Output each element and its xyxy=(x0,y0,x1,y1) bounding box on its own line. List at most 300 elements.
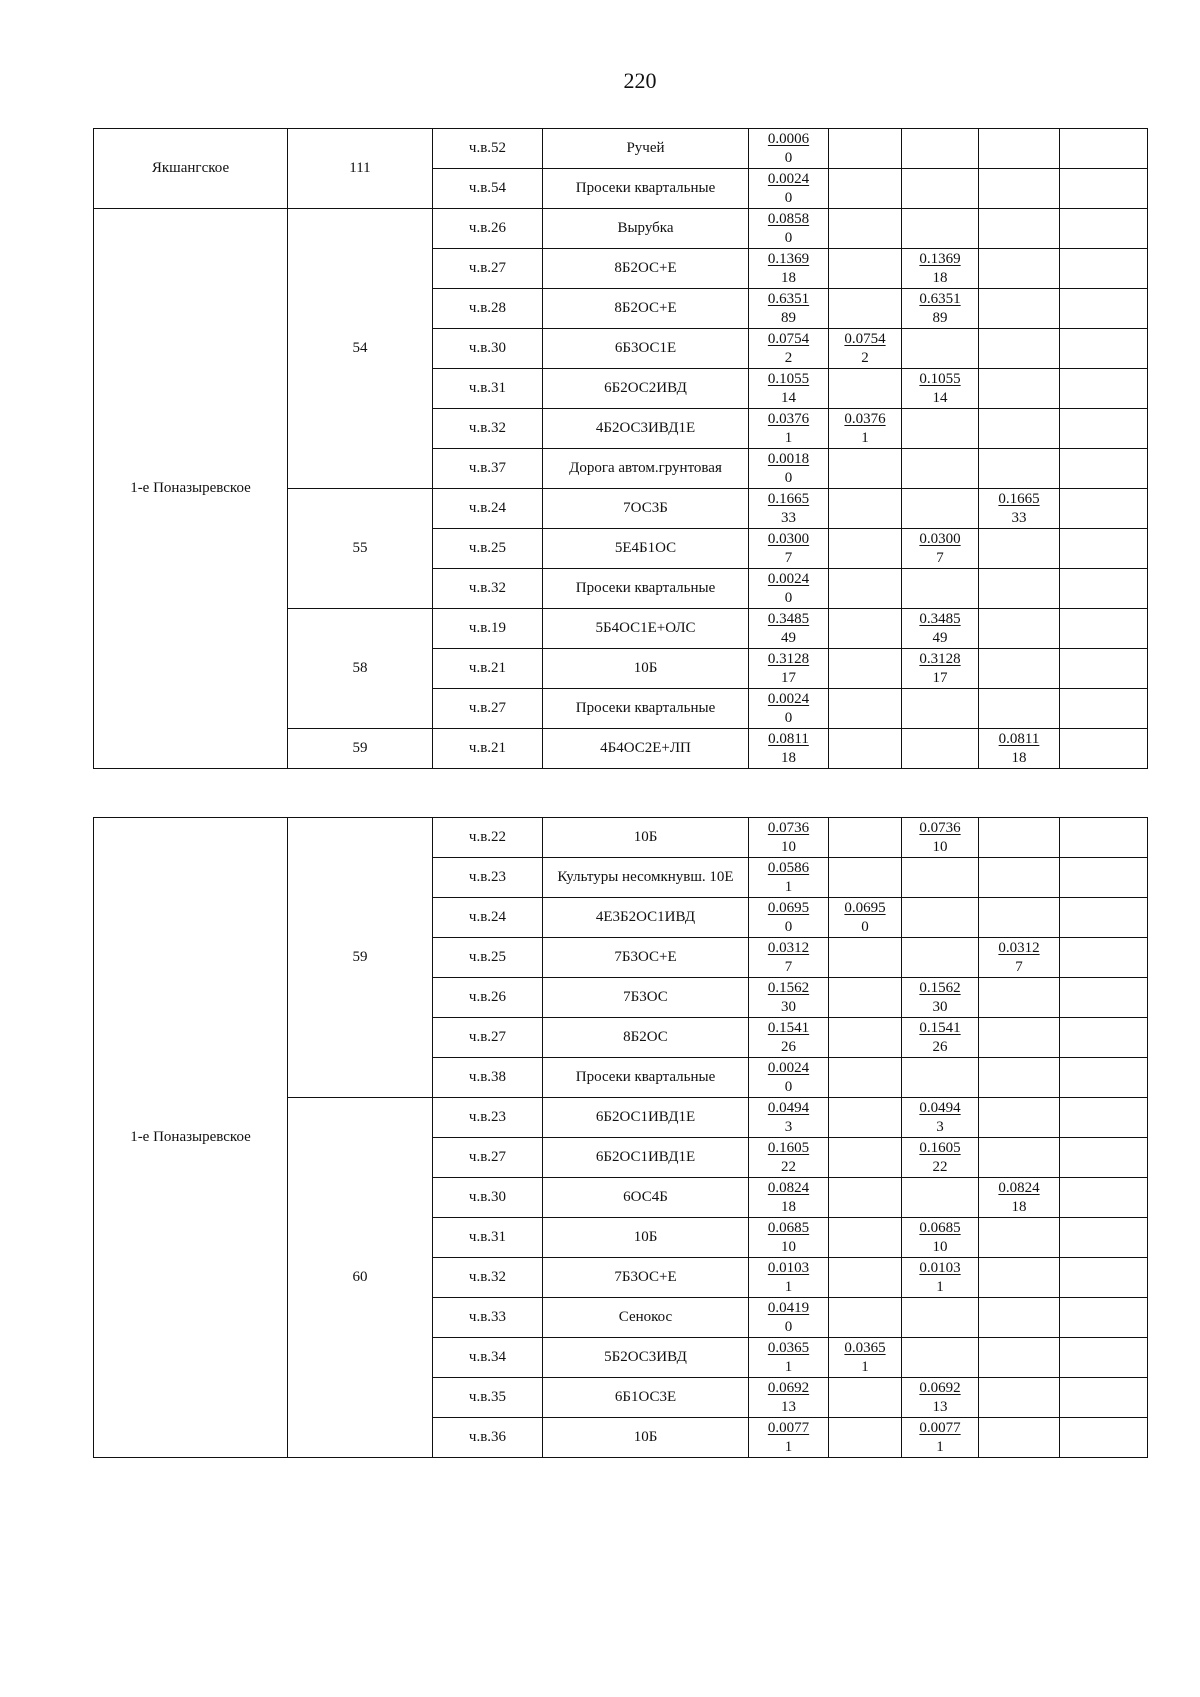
fraction-value xyxy=(768,1139,809,1177)
total-area-cell xyxy=(749,329,829,369)
total-area-cell xyxy=(749,858,829,898)
total-area-cell xyxy=(749,1178,829,1218)
empty-cell xyxy=(1060,409,1148,449)
empty-cell xyxy=(1060,1018,1148,1058)
table-row xyxy=(94,818,1148,858)
volume-value: 22 xyxy=(781,1158,796,1175)
volume-value: 26 xyxy=(932,1038,948,1055)
area-value: 0.0754 xyxy=(767,330,810,347)
category-1-cell xyxy=(829,818,902,858)
category-1-cell xyxy=(829,369,902,409)
fraction-value xyxy=(768,530,809,568)
empty-cell xyxy=(1060,369,1148,409)
volume-value: 49 xyxy=(781,629,796,646)
category-2-cell xyxy=(902,249,979,289)
description-cell: 8Б2ОС+Е xyxy=(543,249,749,289)
category-2-cell xyxy=(902,1018,979,1058)
total-area-cell xyxy=(749,1218,829,1258)
fraction-value xyxy=(768,899,809,937)
area-value: 0.0312 xyxy=(767,939,810,956)
fraction-value xyxy=(768,570,809,608)
area-value: 0.0077 xyxy=(767,1419,810,1436)
volume-value: 18 xyxy=(1011,749,1027,766)
quarter-cell: 60 xyxy=(288,1098,433,1458)
category-3-cell xyxy=(979,249,1060,289)
fraction-value xyxy=(768,1419,809,1457)
fraction-value xyxy=(768,250,809,288)
fraction-value xyxy=(768,819,809,857)
area-value: 0.0858 xyxy=(767,210,810,227)
volume-value: 14 xyxy=(932,389,948,406)
category-2-cell xyxy=(902,489,979,529)
description-cell: 6Б1ОС3Е xyxy=(543,1378,749,1418)
forest-table-2 xyxy=(93,817,1148,1458)
category-3-cell xyxy=(979,449,1060,489)
total-area-cell xyxy=(749,569,829,609)
description-cell: 5Е4Б1ОС xyxy=(543,529,749,569)
description-cell: Просеки квартальные xyxy=(543,169,749,209)
category-3-cell xyxy=(979,649,1060,689)
empty-cell xyxy=(1060,818,1148,858)
volume-value: 1 xyxy=(936,1278,944,1295)
category-3-cell xyxy=(979,1218,1060,1258)
category-1-cell xyxy=(829,1378,902,1418)
category-2-cell xyxy=(902,1418,979,1458)
category-2-cell xyxy=(902,529,979,569)
description-cell: 4Б4ОС2Е+ЛП xyxy=(543,729,749,769)
volume-value: 10 xyxy=(932,1238,948,1255)
plot-cell: ч.в.23 xyxy=(433,858,543,898)
table-body-1 xyxy=(94,129,1148,769)
area-value: 0.0312 xyxy=(998,939,1040,956)
area-value: 0.1562 xyxy=(919,979,961,996)
fraction-value xyxy=(768,979,809,1017)
area-value: 0.0024 xyxy=(767,690,810,707)
category-1-cell xyxy=(829,449,902,489)
area-value: 0.0300 xyxy=(767,530,810,547)
empty-cell xyxy=(1060,1298,1148,1338)
plot-cell: ч.в.38 xyxy=(433,1058,543,1098)
quarter-cell: 59 xyxy=(288,729,433,769)
fraction-value xyxy=(919,1419,960,1457)
empty-cell xyxy=(1060,1338,1148,1378)
total-area-cell xyxy=(749,1338,829,1378)
total-area-cell xyxy=(749,938,829,978)
total-area-cell xyxy=(749,898,829,938)
total-area-cell xyxy=(749,129,829,169)
fraction-value xyxy=(919,650,960,688)
volume-value: 26 xyxy=(781,1038,796,1055)
table-row xyxy=(94,129,1148,169)
volume-value: 89 xyxy=(932,309,948,326)
empty-cell xyxy=(1060,689,1148,729)
volume-value: 17 xyxy=(781,669,796,686)
category-1-cell xyxy=(829,1298,902,1338)
category-3-cell xyxy=(979,169,1060,209)
empty-cell xyxy=(1060,609,1148,649)
category-2-cell xyxy=(902,449,979,489)
total-area-cell xyxy=(749,729,829,769)
fraction-value xyxy=(768,210,809,248)
category-3-cell xyxy=(979,1098,1060,1138)
empty-cell xyxy=(1060,1098,1148,1138)
category-3-cell xyxy=(979,529,1060,569)
area-value: 0.0494 xyxy=(919,1099,961,1116)
area-value: 0.0695 xyxy=(844,899,886,916)
volume-value: 18 xyxy=(780,749,796,766)
quarter-cell: 58 xyxy=(288,609,433,729)
area-value: 0.1605 xyxy=(919,1139,961,1156)
area-value: 0.0811 xyxy=(768,730,809,747)
category-1-cell xyxy=(829,249,902,289)
category-1-cell xyxy=(829,1338,902,1378)
plot-cell: ч.в.32 xyxy=(433,1258,543,1298)
area-value: 0.0006 xyxy=(767,130,810,147)
area-value: 0.0494 xyxy=(767,1099,810,1116)
quarter-cell: 59 xyxy=(288,818,433,1098)
category-2-cell xyxy=(902,169,979,209)
category-1-cell xyxy=(829,1418,902,1458)
category-2-cell xyxy=(902,1298,979,1338)
plot-cell: ч.в.27 xyxy=(433,1138,543,1178)
description-cell: 10Б xyxy=(543,649,749,689)
fraction-value xyxy=(768,650,809,688)
fraction-value xyxy=(919,1379,960,1417)
fraction-value xyxy=(768,370,809,408)
fraction-value xyxy=(999,730,1040,768)
fraction-value xyxy=(768,1299,809,1337)
volume-value: 0 xyxy=(784,229,793,246)
category-3-cell xyxy=(979,1298,1060,1338)
volume-value: 0 xyxy=(784,709,793,726)
area-value: 0.0692 xyxy=(767,1379,810,1396)
area-value: 0.0736 xyxy=(919,819,961,836)
total-area-cell xyxy=(749,449,829,489)
table-row xyxy=(94,209,1148,249)
plot-cell: ч.в.23 xyxy=(433,1098,543,1138)
category-3-cell xyxy=(979,1378,1060,1418)
fraction-value xyxy=(998,490,1039,528)
category-3-cell xyxy=(979,569,1060,609)
category-1-cell xyxy=(829,1218,902,1258)
category-3-cell xyxy=(979,858,1060,898)
area-value: 0.1665 xyxy=(998,490,1040,507)
plot-cell: ч.в.37 xyxy=(433,449,543,489)
fraction-value xyxy=(844,1339,885,1377)
area-value: 0.3485 xyxy=(919,610,961,627)
plot-cell: ч.в.32 xyxy=(433,569,543,609)
volume-value: 3 xyxy=(784,1118,793,1135)
category-1-cell xyxy=(829,209,902,249)
area-value: 0.0103 xyxy=(919,1259,961,1276)
category-1-cell xyxy=(829,938,902,978)
category-3-cell xyxy=(979,898,1060,938)
volume-value: 13 xyxy=(781,1398,796,1415)
fraction-value xyxy=(919,1099,960,1137)
volume-value: 1 xyxy=(784,429,793,446)
fraction-value xyxy=(768,610,809,648)
category-2-cell xyxy=(902,729,979,769)
area-value: 0.0018 xyxy=(767,450,810,467)
plot-cell: ч.в.36 xyxy=(433,1418,543,1458)
plot-cell: ч.в.19 xyxy=(433,609,543,649)
category-1-cell xyxy=(829,169,902,209)
description-cell: 8Б2ОС+Е xyxy=(543,289,749,329)
category-2-cell xyxy=(902,1098,979,1138)
empty-cell xyxy=(1060,1418,1148,1458)
category-2-cell xyxy=(902,409,979,449)
district-cell: Якшангское xyxy=(94,129,288,209)
fraction-value xyxy=(998,939,1039,977)
volume-value: 33 xyxy=(781,509,796,526)
description-cell: Культуры несомкнувш. 10Е xyxy=(543,858,749,898)
fraction-value xyxy=(919,819,960,857)
description-cell: 10Б xyxy=(543,1218,749,1258)
empty-cell xyxy=(1060,129,1148,169)
area-value: 0.0754 xyxy=(844,330,886,347)
category-2-cell xyxy=(902,209,979,249)
plot-cell: ч.в.31 xyxy=(433,1218,543,1258)
category-1-cell xyxy=(829,569,902,609)
volume-value: 13 xyxy=(932,1398,948,1415)
total-area-cell xyxy=(749,489,829,529)
volume-value: 0 xyxy=(784,149,793,166)
fraction-value xyxy=(919,290,960,328)
category-2-cell xyxy=(902,289,979,329)
description-cell: 4Б2ОС3ИВД1Е xyxy=(543,409,749,449)
plot-cell: ч.в.52 xyxy=(433,129,543,169)
total-area-cell xyxy=(749,1138,829,1178)
volume-value: 3 xyxy=(936,1118,944,1135)
total-area-cell xyxy=(749,409,829,449)
total-area-cell xyxy=(749,249,829,289)
volume-value: 1 xyxy=(784,878,793,895)
fraction-value xyxy=(919,979,960,1017)
area-value: 0.1665 xyxy=(767,490,810,507)
volume-value: 0 xyxy=(784,469,793,486)
total-area-cell xyxy=(749,1058,829,1098)
area-value: 0.1541 xyxy=(767,1019,810,1036)
description-cell: Просеки квартальные xyxy=(543,569,749,609)
area-value: 0.0103 xyxy=(767,1259,810,1276)
volume-value: 17 xyxy=(932,669,948,686)
plot-cell: ч.в.21 xyxy=(433,729,543,769)
fraction-value xyxy=(844,899,885,937)
category-3-cell xyxy=(979,1138,1060,1178)
description-cell: 8Б2ОС xyxy=(543,1018,749,1058)
area-value: 0.3128 xyxy=(767,650,810,667)
volume-value: 22 xyxy=(932,1158,948,1175)
volume-value: 2 xyxy=(861,349,869,366)
fraction-value xyxy=(844,410,885,448)
fraction-value xyxy=(768,1339,809,1377)
area-value: 0.0586 xyxy=(767,859,810,876)
plot-cell: ч.в.30 xyxy=(433,329,543,369)
category-1-cell xyxy=(829,1178,902,1218)
category-3-cell xyxy=(979,369,1060,409)
category-3-cell xyxy=(979,1258,1060,1298)
district-cell: 1-е Поназыревское xyxy=(94,818,288,1458)
description-cell: 6Б2ОС1ИВД1Е xyxy=(543,1138,749,1178)
area-value: 0.1369 xyxy=(919,250,961,267)
volume-value: 1 xyxy=(861,1358,869,1375)
category-1-cell xyxy=(829,689,902,729)
category-1-cell xyxy=(829,489,902,529)
category-1-cell xyxy=(829,1058,902,1098)
fraction-value xyxy=(768,290,809,328)
volume-value: 1 xyxy=(784,1358,793,1375)
fraction-value xyxy=(919,250,960,288)
volume-value: 0 xyxy=(784,189,793,206)
volume-value: 0 xyxy=(861,918,869,935)
empty-cell xyxy=(1060,858,1148,898)
category-1-cell xyxy=(829,529,902,569)
category-2-cell xyxy=(902,1258,979,1298)
category-1-cell xyxy=(829,1138,902,1178)
category-2-cell xyxy=(902,858,979,898)
area-value: 0.0077 xyxy=(919,1419,961,1436)
area-value: 0.1055 xyxy=(767,370,810,387)
volume-value: 18 xyxy=(781,1198,796,1215)
plot-cell: ч.в.26 xyxy=(433,209,543,249)
category-3-cell xyxy=(979,329,1060,369)
volume-value: 18 xyxy=(781,269,796,286)
description-cell: 7Б3ОС+Е xyxy=(543,938,749,978)
empty-cell xyxy=(1060,649,1148,689)
area-value: 0.1541 xyxy=(919,1019,961,1036)
empty-cell xyxy=(1060,569,1148,609)
category-2-cell xyxy=(902,818,979,858)
category-1-cell xyxy=(829,978,902,1018)
category-2-cell xyxy=(902,569,979,609)
empty-cell xyxy=(1060,978,1148,1018)
category-1-cell xyxy=(829,329,902,369)
area-value: 0.0692 xyxy=(919,1379,961,1396)
category-3-cell xyxy=(979,129,1060,169)
category-3-cell xyxy=(979,609,1060,649)
total-area-cell xyxy=(749,609,829,649)
category-2-cell xyxy=(902,978,979,1018)
category-2-cell xyxy=(902,898,979,938)
fraction-value xyxy=(768,1179,809,1217)
fraction-value xyxy=(768,730,809,768)
volume-value: 1 xyxy=(784,1438,793,1455)
volume-value: 0 xyxy=(784,1318,793,1335)
fraction-value xyxy=(768,1019,809,1057)
volume-value: 0 xyxy=(784,918,793,935)
volume-value: 2 xyxy=(784,349,793,366)
quarter-cell: 54 xyxy=(288,209,433,489)
fraction-value xyxy=(768,1059,809,1097)
fraction-value xyxy=(768,410,809,448)
description-cell: 6ОС4Б xyxy=(543,1178,749,1218)
area-value: 0.0824 xyxy=(998,1179,1040,1196)
description-cell: Дорога автом.грунтовая xyxy=(543,449,749,489)
category-2-cell xyxy=(902,1378,979,1418)
plot-cell: ч.в.21 xyxy=(433,649,543,689)
empty-cell xyxy=(1060,209,1148,249)
fraction-value xyxy=(768,450,809,488)
category-1-cell xyxy=(829,1258,902,1298)
category-2-cell xyxy=(902,938,979,978)
fraction-value xyxy=(768,859,809,897)
page-number: 220 xyxy=(623,68,657,93)
category-3-cell xyxy=(979,1058,1060,1098)
area-value: 0.0811 xyxy=(998,730,1040,747)
volume-value: 1 xyxy=(861,429,869,446)
empty-cell xyxy=(1060,1058,1148,1098)
description-cell: 5Б2ОС3ИВД xyxy=(543,1338,749,1378)
area-value: 0.0685 xyxy=(767,1219,810,1236)
plot-cell: ч.в.33 xyxy=(433,1298,543,1338)
area-value: 0.0736 xyxy=(767,819,810,836)
description-cell: Сенокос xyxy=(543,1298,749,1338)
area-value: 0.0365 xyxy=(844,1339,886,1356)
plot-cell: ч.в.27 xyxy=(433,1018,543,1058)
category-3-cell xyxy=(979,818,1060,858)
plot-cell: ч.в.24 xyxy=(433,489,543,529)
fraction-value xyxy=(768,1259,809,1297)
plot-cell: ч.в.22 xyxy=(433,818,543,858)
category-2-cell xyxy=(902,329,979,369)
total-area-cell xyxy=(749,209,829,249)
empty-cell xyxy=(1060,329,1148,369)
volume-value: 14 xyxy=(781,389,796,406)
empty-cell xyxy=(1060,249,1148,289)
fraction-value xyxy=(998,1179,1039,1217)
volume-value: 30 xyxy=(932,998,948,1015)
total-area-cell xyxy=(749,649,829,689)
plot-cell: ч.в.25 xyxy=(433,938,543,978)
total-area-cell xyxy=(749,978,829,1018)
total-area-cell xyxy=(749,1298,829,1338)
plot-cell: ч.в.24 xyxy=(433,898,543,938)
volume-value: 10 xyxy=(932,838,948,855)
area-value: 0.6351 xyxy=(767,290,810,307)
area-value: 0.1562 xyxy=(767,979,810,996)
category-2-cell xyxy=(902,609,979,649)
category-3-cell xyxy=(979,1338,1060,1378)
area-value: 0.0024 xyxy=(767,570,810,587)
area-value: 0.1055 xyxy=(919,370,961,387)
area-value: 0.0024 xyxy=(767,170,810,187)
empty-cell xyxy=(1060,489,1148,529)
volume-value: 10 xyxy=(781,1238,796,1255)
plot-cell: ч.в.31 xyxy=(433,369,543,409)
area-value: 0.0300 xyxy=(919,530,961,547)
fraction-value xyxy=(919,1219,960,1257)
area-value: 0.0024 xyxy=(767,1059,810,1076)
category-2-cell xyxy=(902,1218,979,1258)
description-cell: 7Б3ОС+Е xyxy=(543,1258,749,1298)
area-value: 0.3128 xyxy=(919,650,961,667)
volume-value: 1 xyxy=(936,1438,944,1455)
volume-value: 7 xyxy=(784,958,793,975)
total-area-cell xyxy=(749,169,829,209)
plot-cell: ч.в.26 xyxy=(433,978,543,1018)
plot-cell: ч.в.27 xyxy=(433,689,543,729)
category-2-cell xyxy=(902,1138,979,1178)
fraction-value xyxy=(919,530,960,568)
category-1-cell xyxy=(829,409,902,449)
fraction-value xyxy=(919,610,960,648)
forest-table-1 xyxy=(93,128,1148,769)
total-area-cell xyxy=(749,1418,829,1458)
category-1-cell xyxy=(829,1098,902,1138)
empty-cell xyxy=(1060,449,1148,489)
empty-cell xyxy=(1060,169,1148,209)
volume-value: 89 xyxy=(781,309,796,326)
